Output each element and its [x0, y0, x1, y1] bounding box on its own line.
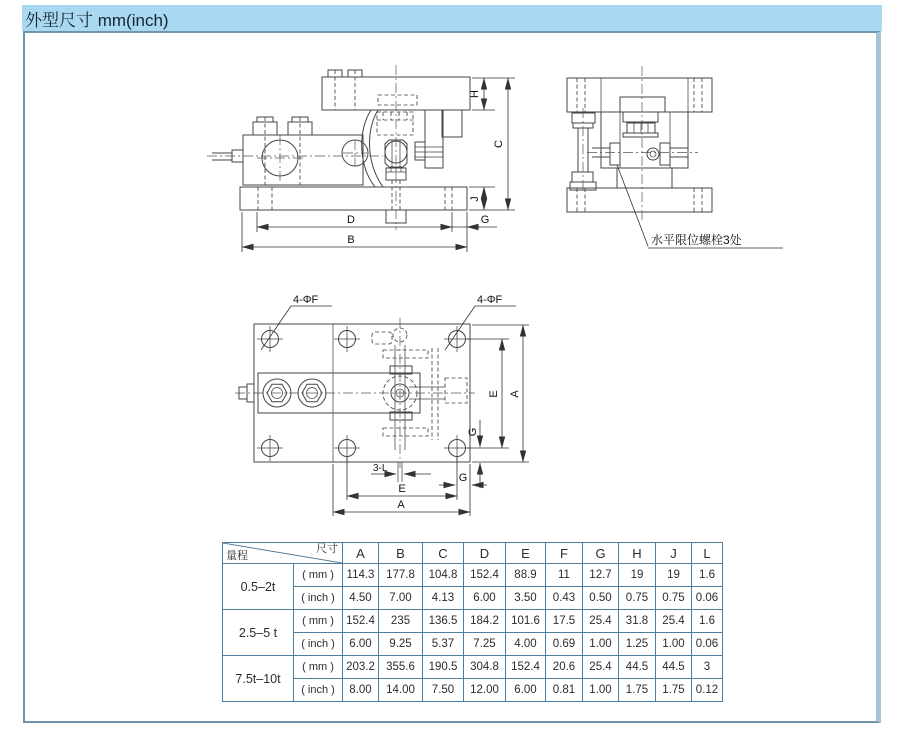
value-cell: 101.6	[506, 610, 546, 633]
range-cell: 7.5t–10t	[223, 656, 294, 702]
value-cell: 1.75	[619, 679, 656, 702]
dim-label-e-vertical: E	[488, 390, 500, 398]
table-row	[223, 564, 723, 587]
value-cell: 25.4	[583, 656, 619, 679]
value-cell: 4.13	[423, 587, 464, 610]
value-cell: 7.00	[379, 587, 423, 610]
value-cell: 8.00	[343, 679, 379, 702]
value-cell: 1.6	[692, 564, 723, 587]
value-cell: 104.8	[423, 564, 464, 587]
unit-cell: ( inch )	[294, 633, 343, 656]
dim-label-j: J	[469, 196, 481, 202]
value-cell: 1.6	[692, 610, 723, 633]
dim-label-g-vertical: G	[467, 427, 479, 437]
unit-cell: ( mm )	[294, 610, 343, 633]
side-view-dimensions	[242, 78, 515, 252]
value-cell: 1.00	[583, 633, 619, 656]
value-cell: 355.6	[379, 656, 423, 679]
value-cell: 0.75	[656, 587, 692, 610]
section-title-bar	[22, 5, 882, 31]
value-cell: 44.5	[656, 656, 692, 679]
unit-cell: ( mm )	[294, 656, 343, 679]
value-cell: 20.6	[546, 656, 583, 679]
value-cell: 0.69	[546, 633, 583, 656]
value-cell: 12.00	[464, 679, 506, 702]
value-cell: 7.25	[464, 633, 506, 656]
end-view-structure	[567, 78, 712, 212]
value-cell: 203.2	[343, 656, 379, 679]
dimension-table-container	[222, 542, 723, 702]
end-view-hidden-lines	[577, 78, 702, 212]
value-cell: 152.4	[506, 656, 546, 679]
dim-label-d: D	[347, 214, 355, 226]
table-row	[223, 679, 723, 702]
top-view-drawing	[235, 290, 545, 525]
value-cell: 0.43	[546, 587, 583, 610]
col-header-j: J	[656, 543, 692, 564]
table-row	[223, 633, 723, 656]
unit-cell: ( mm )	[294, 564, 343, 587]
value-cell: 235	[379, 610, 423, 633]
value-cell: 152.4	[464, 564, 506, 587]
value-cell: 11	[546, 564, 583, 587]
value-cell: 88.9	[506, 564, 546, 587]
value-cell: 7.50	[423, 679, 464, 702]
value-cell: 0.06	[692, 633, 723, 656]
dim-label-e-horizontal: E	[398, 483, 406, 495]
value-cell: 9.25	[379, 633, 423, 656]
value-cell: 14.00	[379, 679, 423, 702]
unit-cell: ( inch )	[294, 679, 343, 702]
table-body	[223, 564, 723, 702]
value-cell: 4.00	[506, 633, 546, 656]
value-cell: 6.00	[464, 587, 506, 610]
value-cell: 152.4	[343, 610, 379, 633]
dim-label-c: C	[493, 140, 505, 148]
dim-label-g-horizontal: G	[458, 472, 468, 484]
col-header-e: E	[506, 543, 546, 564]
col-header-b: B	[379, 543, 423, 564]
value-cell: 6.00	[506, 679, 546, 702]
value-cell: 0.81	[546, 679, 583, 702]
dim-label-g: G	[480, 214, 490, 226]
value-cell: 44.5	[619, 656, 656, 679]
value-cell: 19	[619, 564, 656, 587]
dim-label-b: B	[347, 234, 355, 246]
value-cell: 25.4	[583, 610, 619, 633]
top-view-structure	[239, 324, 470, 482]
value-cell: 31.8	[619, 610, 656, 633]
header-row	[223, 543, 723, 564]
value-cell: 3.50	[506, 587, 546, 610]
table-row	[223, 656, 723, 679]
value-cell: 0.75	[619, 587, 656, 610]
value-cell: 1.25	[619, 633, 656, 656]
end-view-drawing	[555, 60, 800, 260]
value-cell: 17.5	[546, 610, 583, 633]
section-title: 外型尺寸 mm(inch)	[25, 10, 169, 30]
value-cell: 304.8	[464, 656, 506, 679]
value-cell: 1.00	[656, 633, 692, 656]
end-view-centerlines	[583, 66, 698, 220]
value-cell: 1.75	[656, 679, 692, 702]
range-cell: 2.5–5 t	[223, 610, 294, 656]
value-cell: 3	[692, 656, 723, 679]
table-corner-cell	[223, 543, 343, 564]
value-cell: 4.50	[343, 587, 379, 610]
value-cell: 1.00	[583, 679, 619, 702]
value-cell: 19	[656, 564, 692, 587]
table-row	[223, 587, 723, 610]
value-cell: 190.5	[423, 656, 464, 679]
value-cell: 0.50	[583, 587, 619, 610]
dimension-table	[222, 542, 723, 702]
value-cell: 114.3	[343, 564, 379, 587]
value-cell: 177.8	[379, 564, 423, 587]
hole-label-left: 4-ΦF	[293, 294, 319, 306]
col-header-f: F	[546, 543, 583, 564]
side-view-structure	[212, 70, 470, 223]
value-cell: 136.5	[423, 610, 464, 633]
limit-bolt-callout: 水平限位螺栓3处	[651, 233, 742, 247]
table-row	[223, 610, 723, 633]
value-cell: 184.2	[464, 610, 506, 633]
value-cell: 6.00	[343, 633, 379, 656]
col-header-g: G	[583, 543, 619, 564]
dim-label-h: H	[469, 90, 481, 98]
dim-label-a-vertical: A	[509, 390, 521, 398]
col-header-c: C	[423, 543, 464, 564]
col-header-d: D	[464, 543, 506, 564]
dim-label-3l: 3-L	[373, 463, 388, 474]
col-header-a: A	[343, 543, 379, 564]
corner-label-range: 量程	[226, 550, 248, 562]
col-header-l: L	[692, 543, 723, 564]
value-cell: 12.7	[583, 564, 619, 587]
value-cell: 0.12	[692, 679, 723, 702]
side-view-centerlines	[207, 65, 396, 230]
value-cell: 5.37	[423, 633, 464, 656]
side-view-drawing	[205, 60, 530, 265]
dim-label-a-horizontal: A	[397, 499, 405, 511]
col-header-h: H	[619, 543, 656, 564]
range-cell: 0.5–2t	[223, 564, 294, 610]
value-cell: 25.4	[656, 610, 692, 633]
hole-label-right: 4-ΦF	[477, 294, 503, 306]
value-cell: 0.06	[692, 587, 723, 610]
corner-label-size: 尺寸	[316, 543, 338, 555]
unit-cell: ( inch )	[294, 587, 343, 610]
